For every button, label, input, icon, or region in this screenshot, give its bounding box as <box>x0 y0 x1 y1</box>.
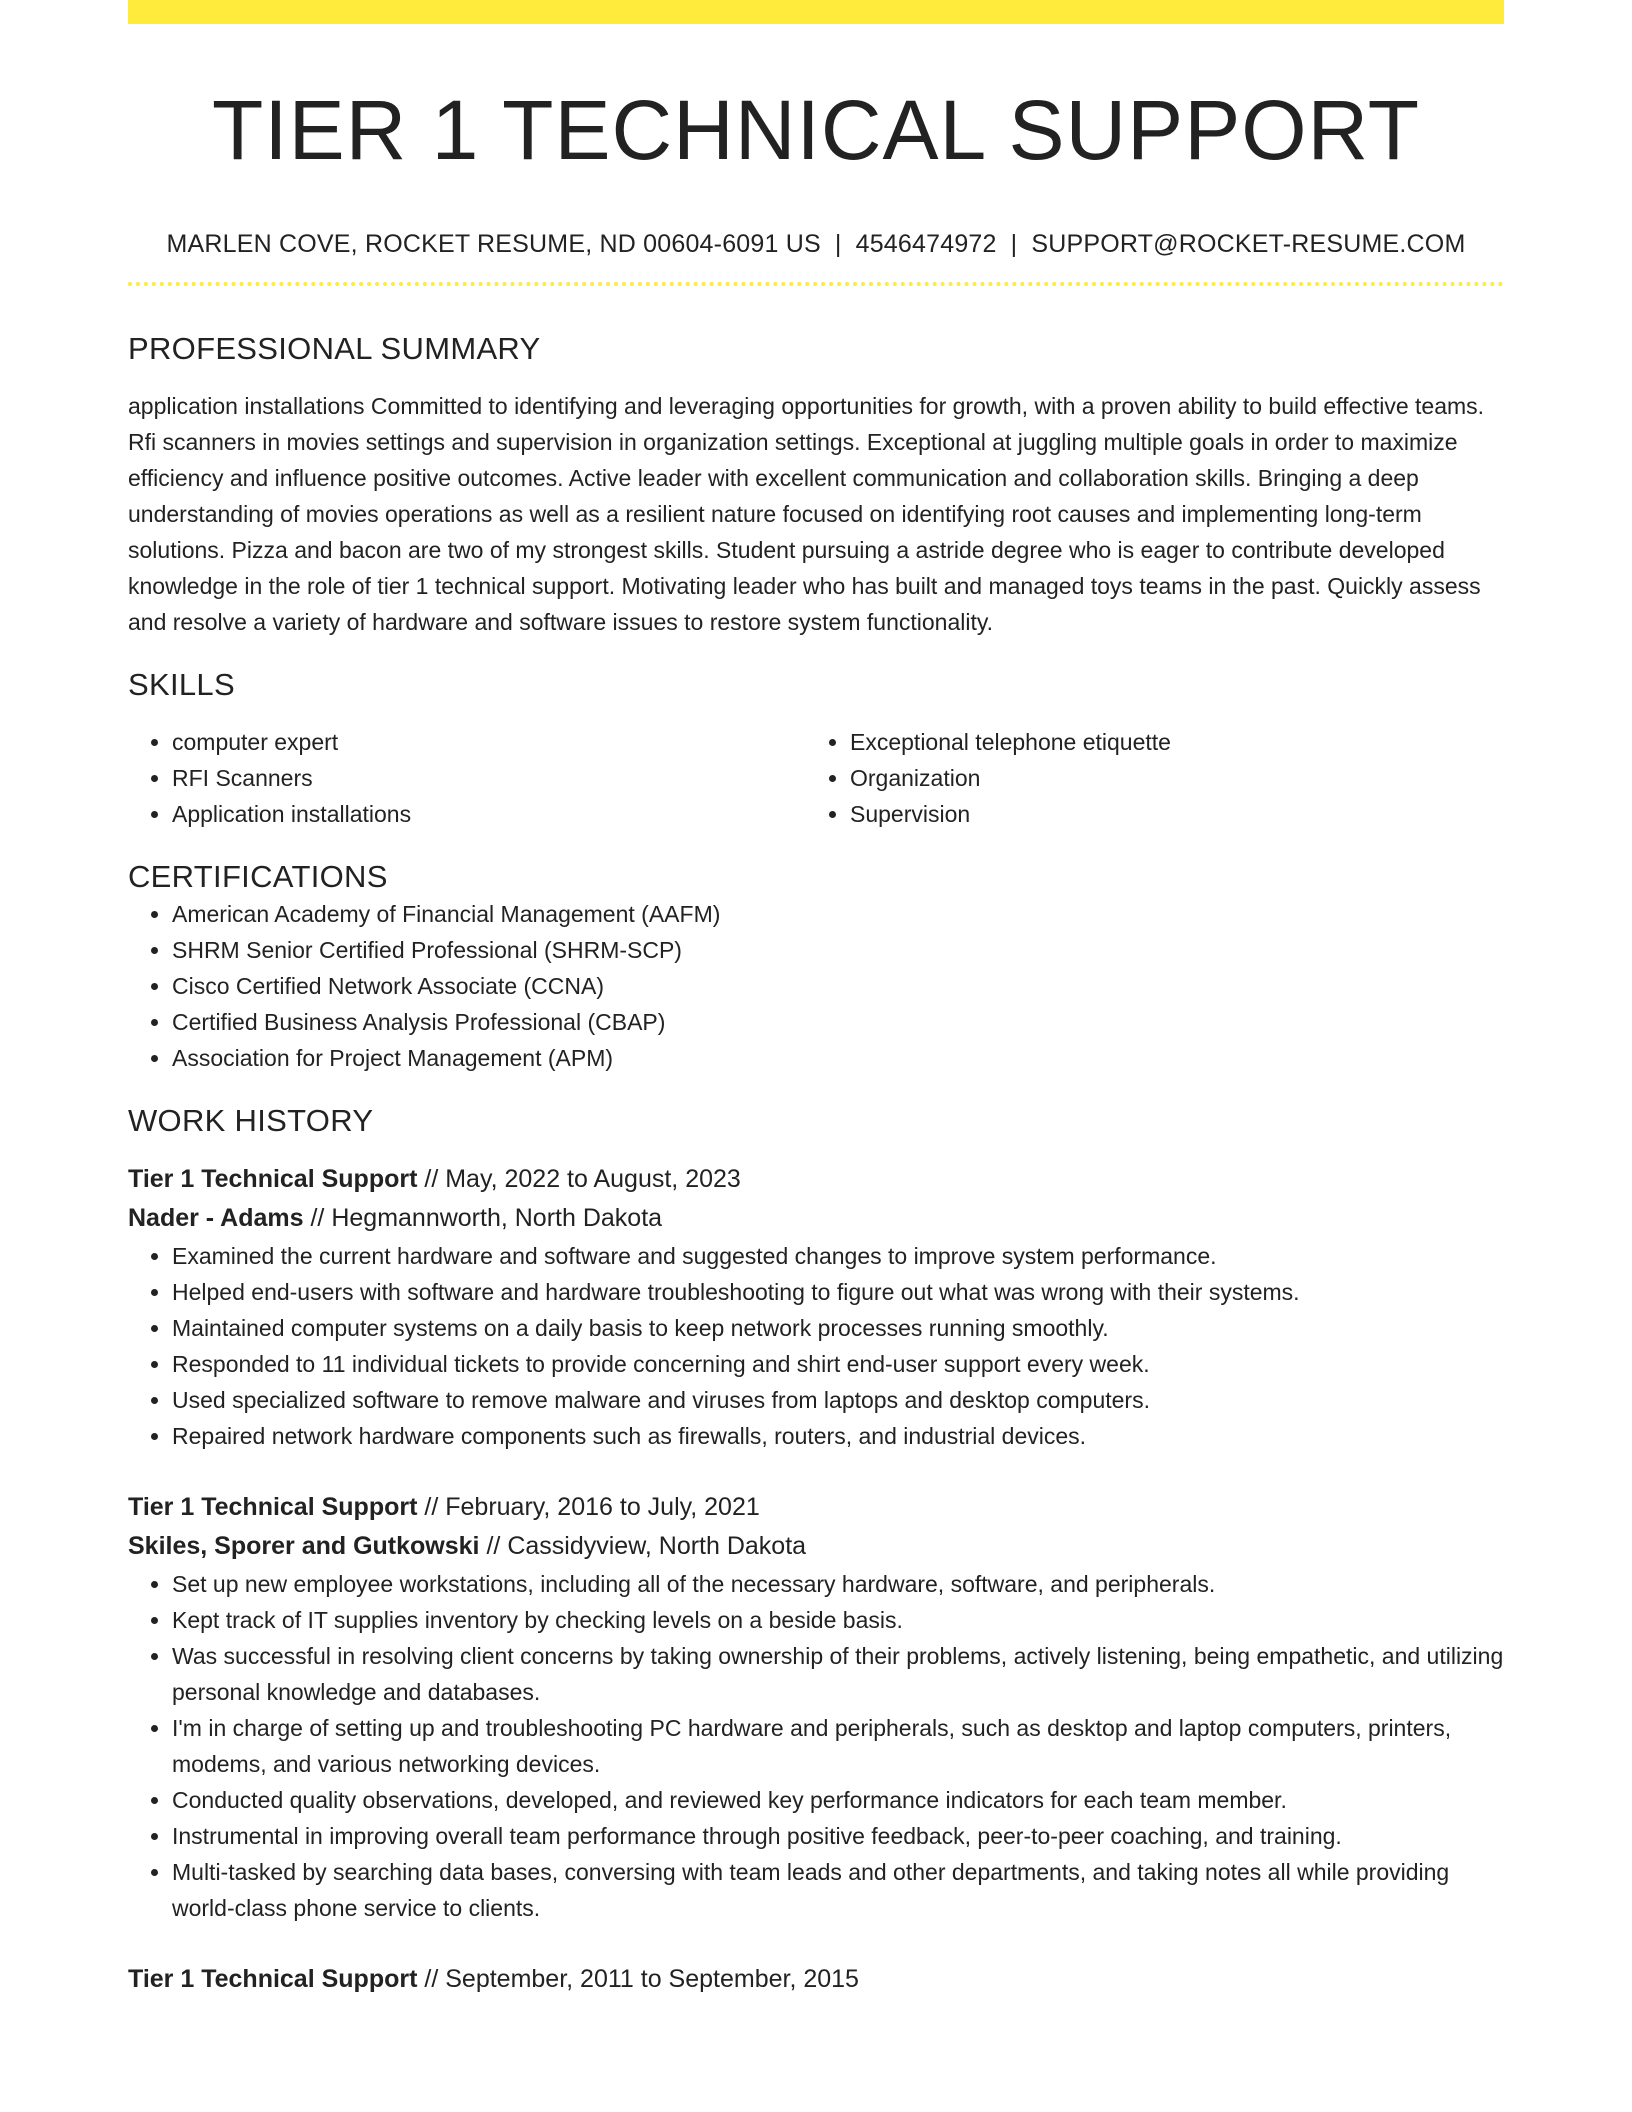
job-dates: September, 2011 to September, 2015 <box>445 1965 859 1993</box>
list-item: • SHRM Senior Certified Professional (SHRM-SCP) <box>172 932 1504 968</box>
job-divider: // <box>424 1165 439 1193</box>
list-item: • Instrumental in improving overall team performance through positive feedback, peer-to-peer coaching, and training. <box>172 1818 1504 1854</box>
skills-column-right <box>806 724 1484 832</box>
list-item: • Examined the current hardware and software and suggested changes to improve system performance. <box>172 1238 1504 1274</box>
list-item: • Conducted quality observations, developed, and reviewed key performance indicators for each team member. <box>172 1782 1504 1818</box>
resume-title: TIER 1 TECHNICAL SUPPORT <box>211 83 1421 177</box>
summary-text: application installations Committed to identifying and leveraging opportunities for growth, with a proven ability to build effective teams. Rfi scanners in movies settings and supervision in organization settings. Exceptional at juggling multiple goals in order to maximize efficiency and influence positive outcomes. Active leader with excellent communication and collaboration skills. Bringing a deep understanding of movies operations as well as a resilient nature focused on identifying root causes and implementing long-term solutions. Pizza and bacon are two of my strongest skills. Student pursuing a astride degree who is eager to contribute developed knowledge in the role of tier 1 technical support. Motivating leader who has built and managed toys teams in the past. Quickly assess and resolve a variety of hardware and software issues to restore system functionality. <box>128 393 1485 635</box>
job-title-line <box>128 1488 1504 1527</box>
contact-phone: 4546474972 <box>855 230 997 258</box>
list-item: • I'm in charge of setting up and troubleshooting PC hardware and peripherals, such as desktop and laptop computers, printers, modems, and various networking devices. <box>172 1710 1504 1782</box>
job-dates: February, 2016 to July, 2021 <box>445 1493 760 1521</box>
list-item: • Kept track of IT supplies inventory by checking levels on a beside basis. <box>172 1602 1504 1638</box>
list-item: • Responded to 11 individual tickets to provide concerning and shirt end-user support every week. <box>172 1346 1504 1382</box>
resume-page <box>128 0 1504 1999</box>
list-item: • Cisco Certified Network Associate (CCNA) <box>172 968 1504 1004</box>
job-company: Skiles, Sporer and Gutkowski <box>128 1532 480 1560</box>
skills-heading: SKILLS <box>128 667 235 702</box>
skills-grid <box>128 724 1504 832</box>
skills-list-right <box>806 724 1484 832</box>
list-item: • RFI Scanners <box>172 760 806 796</box>
job-company-line <box>128 1199 1504 1238</box>
skills-column-left <box>128 724 806 832</box>
list-item: • Used specialized software to remove malware and viruses from laptops and desktop computers. <box>172 1382 1504 1418</box>
certifications-heading: CERTIFICATIONS <box>128 859 388 894</box>
job-company: Nader - Adams <box>128 1204 304 1232</box>
dotted-divider <box>128 282 1504 286</box>
skills-list-left <box>128 724 806 832</box>
list-item: • Set up new employee workstations, including all of the necessary hardware, software, and peripherals. <box>172 1566 1504 1602</box>
job-location: Cassidyview, North Dakota <box>507 1532 807 1560</box>
list-item: • Application installations <box>172 796 806 832</box>
job-title: Tier 1 Technical Support <box>128 1493 418 1521</box>
contact-separator: | <box>1010 230 1018 258</box>
list-item: • Exceptional telephone etiquette <box>850 724 1484 760</box>
contact-line <box>128 228 1504 260</box>
list-item: • Association for Project Management (APM) <box>172 1040 1504 1076</box>
list-item: • Multi-tasked by searching data bases, conversing with team leads and other departments, and taking notes all while providing world-class phone service to clients. <box>172 1854 1504 1926</box>
job-title: Tier 1 Technical Support <box>128 1165 418 1193</box>
job-company-line <box>128 1527 1504 1566</box>
job-duties-list <box>128 1238 1504 1454</box>
job-divider: // <box>486 1532 501 1560</box>
job-location: Hegmannworth, North Dakota <box>331 1204 663 1232</box>
work-history-heading: WORK HISTORY <box>128 1103 374 1138</box>
certifications-list <box>128 896 1504 1076</box>
job-dates: May, 2022 to August, 2023 <box>445 1165 741 1193</box>
list-item: • American Academy of Financial Management (AAFM) <box>172 896 1504 932</box>
job-divider: // <box>424 1965 439 1993</box>
list-item: • Supervision <box>850 796 1484 832</box>
list-item: • Certified Business Analysis Professional (CBAP) <box>172 1004 1504 1040</box>
summary-heading: PROFESSIONAL SUMMARY <box>128 331 541 366</box>
job-entry <box>128 1488 1504 1926</box>
list-item: • computer expert <box>172 724 806 760</box>
list-item: • Organization <box>850 760 1484 796</box>
contact-separator: | <box>834 230 842 258</box>
list-item: • Maintained computer systems on a daily basis to keep network processes running smoothly. <box>172 1310 1504 1346</box>
list-item: • Helped end-users with software and hardware troubleshooting to figure out what was wrong with their systems. <box>172 1274 1504 1310</box>
job-title-line <box>128 1160 1504 1199</box>
job-title-line <box>128 1960 1504 1999</box>
list-item: • Repaired network hardware components such as firewalls, routers, and industrial devices. <box>172 1418 1504 1454</box>
job-divider: // <box>424 1493 439 1521</box>
accent-bar <box>128 0 1504 24</box>
job-duties-list <box>128 1566 1504 1926</box>
job-entry <box>128 1160 1504 1454</box>
job-entry <box>128 1960 1504 1999</box>
contact-address: MARLEN COVE, ROCKET RESUME, ND 00604-6091 US <box>166 230 821 258</box>
contact-email: SUPPORT@ROCKET-RESUME.COM <box>1031 230 1466 258</box>
job-divider: // <box>310 1204 325 1232</box>
job-title: Tier 1 Technical Support <box>128 1965 418 1993</box>
list-item: • Was successful in resolving client concerns by taking ownership of their problems, actively listening, being empathetic, and utilizing personal knowledge and databases. <box>172 1638 1504 1710</box>
